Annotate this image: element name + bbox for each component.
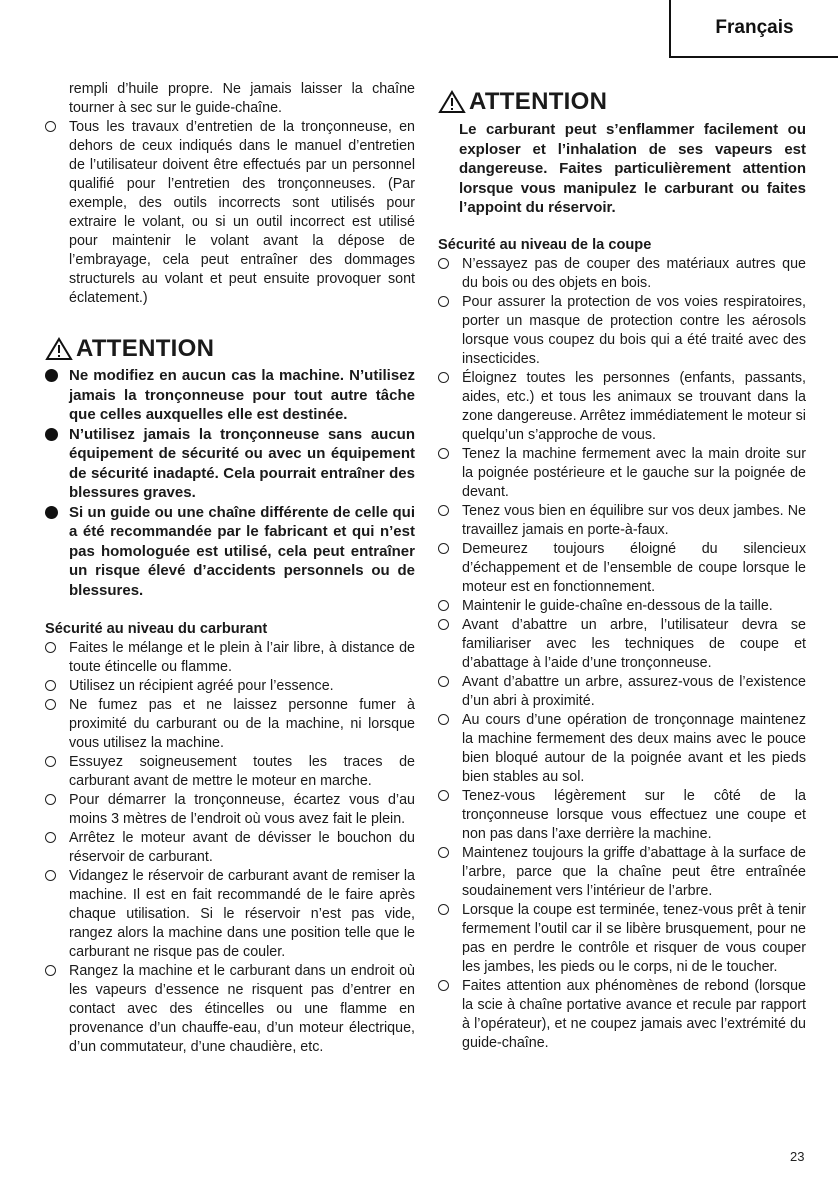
list-item: Lorsque la coupe est terminée, tenez-vous prêt à tenir fermement l’outil car il se libère brusquement, pour ne pas en perdre le contrôle et risquer de vous couper les jambes, les pieds ou le corps, ni de le toucher.	[438, 901, 806, 977]
attention-item: N’utilisez jamais la tronçonneuse sans aucun équipement de sécurité ou avec un équipement de sécurité inadapté. Cela pourrait entraîner des blessures graves.	[45, 425, 415, 503]
list-item: Pour assurer la protection de vos voies respiratoires, porter un masque de protection contre les aérosols lorsque vous coupez du bois qui a été traité avec des insecticides.	[438, 293, 806, 369]
list-item: Tenez vous bien en équilibre sur vos deux jambes. Ne travaillez jamais en porte-à-faux.	[438, 502, 806, 540]
list-item: Avant d’abattre un arbre, l’utilisateur devra se familiariser avec les techniques de coupe et d’abattage à l’aide d’une tronçonneuse.	[438, 616, 806, 673]
attention-heading	[438, 88, 806, 116]
left-column	[45, 80, 415, 1057]
circle-bullet-icon	[438, 372, 449, 383]
circle-bullet-icon	[45, 642, 56, 653]
right-column	[438, 80, 806, 1053]
list-item: Maintenez toujours la griffe d’abattage à la surface de l’arbre, parce que la chaîne peut être entraînée soudainement vers l’intérieur de l’arbre.	[438, 844, 806, 901]
list-item: Demeurez toujours éloigné du silencieux d’échappement et de l’ensemble de coupe lorsque le moteur est en fonctionnement.	[438, 540, 806, 597]
language-tab	[669, 0, 838, 58]
list-item: Utilisez un récipient agréé pour l’essence.	[45, 677, 415, 696]
attention-item: Si un guide ou une chaîne différente de celle qui a été recommandée par le fabricant et qui n’est pas homologuée est utilisé, cela peut entraîner un risque élevé d’accidents personnels ou de blessures.	[45, 503, 415, 601]
filled-bullet-icon	[45, 369, 58, 382]
list-item: Faites le mélange et le plein à l’air libre, à distance de toute étincelle ou flamme.	[45, 639, 415, 677]
circle-bullet-icon	[45, 870, 56, 881]
list-item: Ne fumez pas et ne laissez personne fumer à proximité du carburant ou de la machine, ni lorsque vous utilisez la machine.	[45, 696, 415, 753]
list-item: N’essayez pas de couper des matériaux autres que du bois ou des objets en bois.	[438, 255, 806, 293]
attention-title: ATTENTION	[469, 88, 608, 115]
list-item: Tenez-vous légèrement sur le côté de la tronçonneuse lorsque vous effectuez une coupe et non pas dans l’axe derrière la machine.	[438, 787, 806, 844]
list-item: Avant d’abattre un arbre, assurez-vous de l’existence d’un abri à proximité.	[438, 673, 806, 711]
cut-list	[438, 255, 806, 1053]
fuel-section-title: Sécurité au niveau du carburant	[45, 621, 268, 637]
circle-bullet-icon	[438, 619, 449, 630]
circle-bullet-icon	[438, 505, 449, 516]
cut-section-title: Sécurité au niveau de la coupe	[438, 236, 652, 253]
attention-list	[45, 366, 415, 600]
list-item: Essuyez soigneusement toutes les traces de carburant avant de mettre le moteur en marche.	[45, 753, 415, 791]
fuel-list	[45, 639, 415, 1057]
list-item: Vidangez le réservoir de carburant avant de remiser la machine. Il est en fait recommandé de le faire après chaque utilisation. Si le réservoir n’est pas vide, rangez alors la machine dans une position telle que le carburant ne risque pas de couler.	[45, 867, 415, 962]
circle-bullet-icon	[45, 680, 56, 691]
circle-bullet-icon	[45, 756, 56, 767]
circle-bullet-icon	[438, 904, 449, 915]
list-item: Éloignez toutes les personnes (enfants, passants, aides, etc.) et tous les animaux se trouvant dans la zone dangereuse. Arrêtez immédiatement le moteur si quelqu’un s’approche de vous.	[438, 369, 806, 445]
circle-bullet-icon	[45, 121, 56, 132]
language-label: Français	[715, 17, 794, 38]
attention-heading	[45, 335, 415, 363]
circle-bullet-icon	[438, 676, 449, 687]
filled-bullet-icon	[45, 428, 58, 441]
list-item: Faites attention aux phénomènes de rebond (lorsque la scie à chaîne portative avance et recule par rapport à l’opérateur), et ne coupez jamais avec l’extrémité du guide-chaîne.	[438, 977, 806, 1053]
list-item: Tenez la machine fermement avec la main droite sur la poignée postérieure et le gauche sur la poignée de devant.	[438, 445, 806, 502]
attention-title: ATTENTION	[76, 335, 215, 362]
circle-bullet-icon	[45, 965, 56, 976]
list-item: Au cours d’une opération de tronçonnage maintenez la machine fermement des deux mains avec le pouce bien bloqué autour de la poignée avant et les pieds bien stables au sol.	[438, 711, 806, 787]
circle-bullet-icon	[438, 258, 449, 269]
page-number: 23	[790, 1149, 805, 1164]
warning-triangle-icon	[438, 90, 466, 114]
list-item	[45, 118, 415, 308]
circle-bullet-icon	[45, 794, 56, 805]
circle-bullet-icon	[45, 699, 56, 710]
intro-continued-text: rempli d’huile propre. Ne jamais laisser la chaîne tourner à sec sur le guide-chaîne.	[69, 81, 415, 116]
filled-bullet-icon	[45, 506, 58, 519]
list-item: Rangez la machine et le carburant dans un endroit où les vapeurs d’essence ne risquent pas d’entrer en contact avec des étincelles ou une flamme en provenance d’un chauffe-eau, d’un moteur électrique, d’un commutateur, d’une chaudière, etc.	[45, 962, 415, 1057]
circle-bullet-icon	[438, 980, 449, 991]
list-item: Pour démarrer la tronçonneuse, écartez vous d’au moins 3 mètres de l’endroit où vous avez fait le plein.	[45, 791, 415, 829]
circle-bullet-icon	[438, 600, 449, 611]
circle-bullet-icon	[438, 448, 449, 459]
circle-bullet-icon	[45, 832, 56, 843]
warning-triangle-icon	[45, 337, 73, 361]
circle-bullet-icon	[438, 296, 449, 307]
list-item-text: Tous les travaux d’entretien de la tronçonneuse, en dehors de ceux indiqués dans le manuel d’entretien de l’utilisateur doivent être effectués par un personnel qualifié pour l’entretien des tronçonneuses. (Par exemple, des outils incorrects sont utilisés pour extraire le volant, ou si un outil incorrect est utilisé pour maintenir le volant avant la dépose de l’embrayage, cela peut entraîner des dommages structurels au volant et peut ensuite provoquer sont éclatement.)	[69, 119, 415, 306]
circle-bullet-icon	[438, 543, 449, 554]
attention-text: Le carburant peut s’enflammer facilement ou exploser et l’inhalation de ses vapeurs est dangereuse. Faites particulièrement attention lorsque vous manipulez le carburant ou faites l’appoint du réservoir.	[459, 121, 806, 216]
list-item: Maintenir le guide-chaîne en-dessous de la taille.	[438, 597, 806, 616]
list-item: Arrêtez le moteur avant de dévisser le bouchon du réservoir de carburant.	[45, 829, 415, 867]
attention-item: Ne modifiez en aucun cas la machine. N’utilisez jamais la tronçonneuse pour tout autre tâche que celles auxquelles elle est destinée.	[45, 366, 415, 425]
circle-bullet-icon	[438, 714, 449, 725]
circle-bullet-icon	[438, 847, 449, 858]
circle-bullet-icon	[438, 790, 449, 801]
